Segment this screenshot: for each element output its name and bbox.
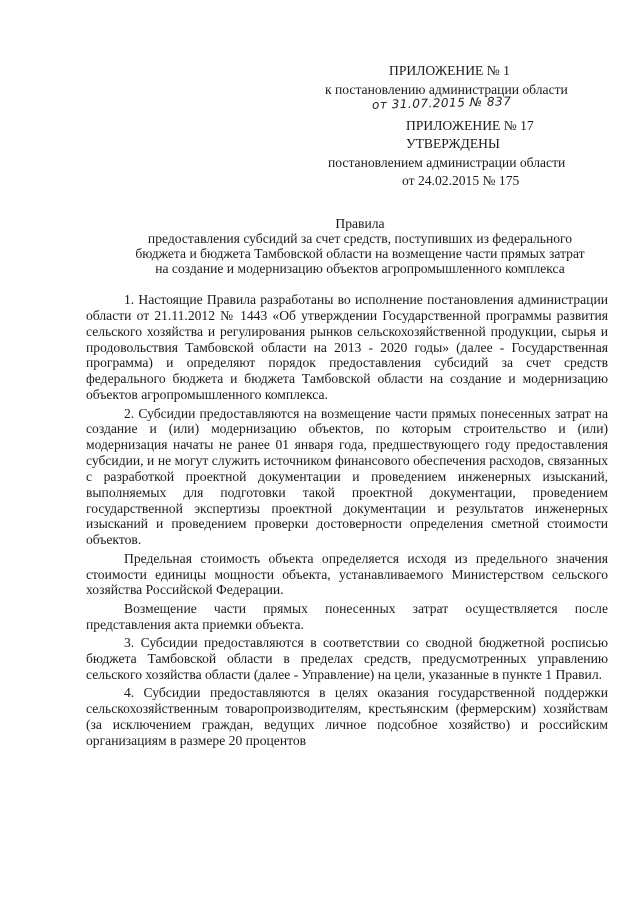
document-title bbox=[80, 216, 640, 276]
resolution-label: постановлением администрации области bbox=[328, 155, 566, 170]
appendix-17-label: ПРИЛОЖЕНИЕ № 17 bbox=[406, 118, 534, 133]
appendix-1-label: ПРИЛОЖЕНИЕ № 1 bbox=[389, 63, 510, 78]
title-line-3: на создание и модернизацию объектов агропромышленного комплекса bbox=[155, 261, 565, 276]
title-line-2: бюджета и бюджета Тамбовской области на возмещение части прямых затрат bbox=[135, 246, 585, 261]
title-line-1: предоставления субсидий за счет средств, поступивших из федерального bbox=[147, 231, 573, 246]
paragraph-2-limit: Предельная стоимость объекта определяется исходя из предельного значения стоимости единицы мощности объекта, устанавливаемого Министерством сельского хозяйства Российской Федерации. bbox=[86, 550, 608, 598]
document-body bbox=[86, 292, 608, 751]
resolution-date: от 24.02.2015 № 175 bbox=[402, 173, 520, 188]
paragraph-1: 1. Настоящие Правила разработаны во исполнение постановления администрации области от 21.11.2012 № 1443 «Об утверждении Государственной программы развития сельского хозяйства и регулирования рынков сельскохозяйственной продукции, сырья и продовольствия Тамбовской области на 2013 - 2020 годы» (далее - Государственная программа) и определяют порядок предоставления субсидий за счет средств федерального бюджета и бюджета Тамбовской области на создание и модернизацию объектов агропромышленного комплекса. bbox=[86, 292, 608, 403]
to-resolution-label: к постановлению администрации области bbox=[325, 82, 568, 97]
handwritten-resolution-number: от 31.07.2015 № 837 bbox=[371, 94, 512, 112]
paragraph-2: 2. Субсидии предоставляются на возмещение части прямых понесенных затрат на создание и (или) модернизацию объектов, по которым строительство и (или) модернизация начаты не ранее 01 января года, предшествующего году предоставления субсидии, и не могут служить источником финансового обеспечения расходов, связанных с разработкой проектной документации и проведением инженерных изысканий, выполняемых для подготовки такой проектной документации, проведением государственной экспертизы проектной документации и результатов инженерных изысканий и проведением проверки достоверности определения сметной стоимости объектов. bbox=[86, 405, 608, 548]
title-heading: Правила bbox=[335, 216, 385, 231]
paragraph-4: 4. Субсидии предоставляются в целях оказания государственной поддержки сельскохозяйственным товаропроизводителям, крестьянским (фермерским) хозяйствам (за исключением граждан, ведущих личное подсобное хозяйство) и российским организациям в размере 20 процентов bbox=[86, 685, 608, 748]
approved-label: УТВЕРЖДЕНЫ bbox=[406, 136, 500, 151]
paragraph-3: 3. Субсидии предоставляются в соответствии со сводной бюджетной росписью бюджета Тамбовской области в пределах средств, предусмотренных управлению сельского хозяйства области (далее - Управление) на цели, указанные в пункте 1 Правил. bbox=[86, 635, 608, 682]
paragraph-2-reimbursement: Возмещение части прямых понесенных затрат осуществляется после представления акта приемки объекта. bbox=[86, 600, 608, 632]
